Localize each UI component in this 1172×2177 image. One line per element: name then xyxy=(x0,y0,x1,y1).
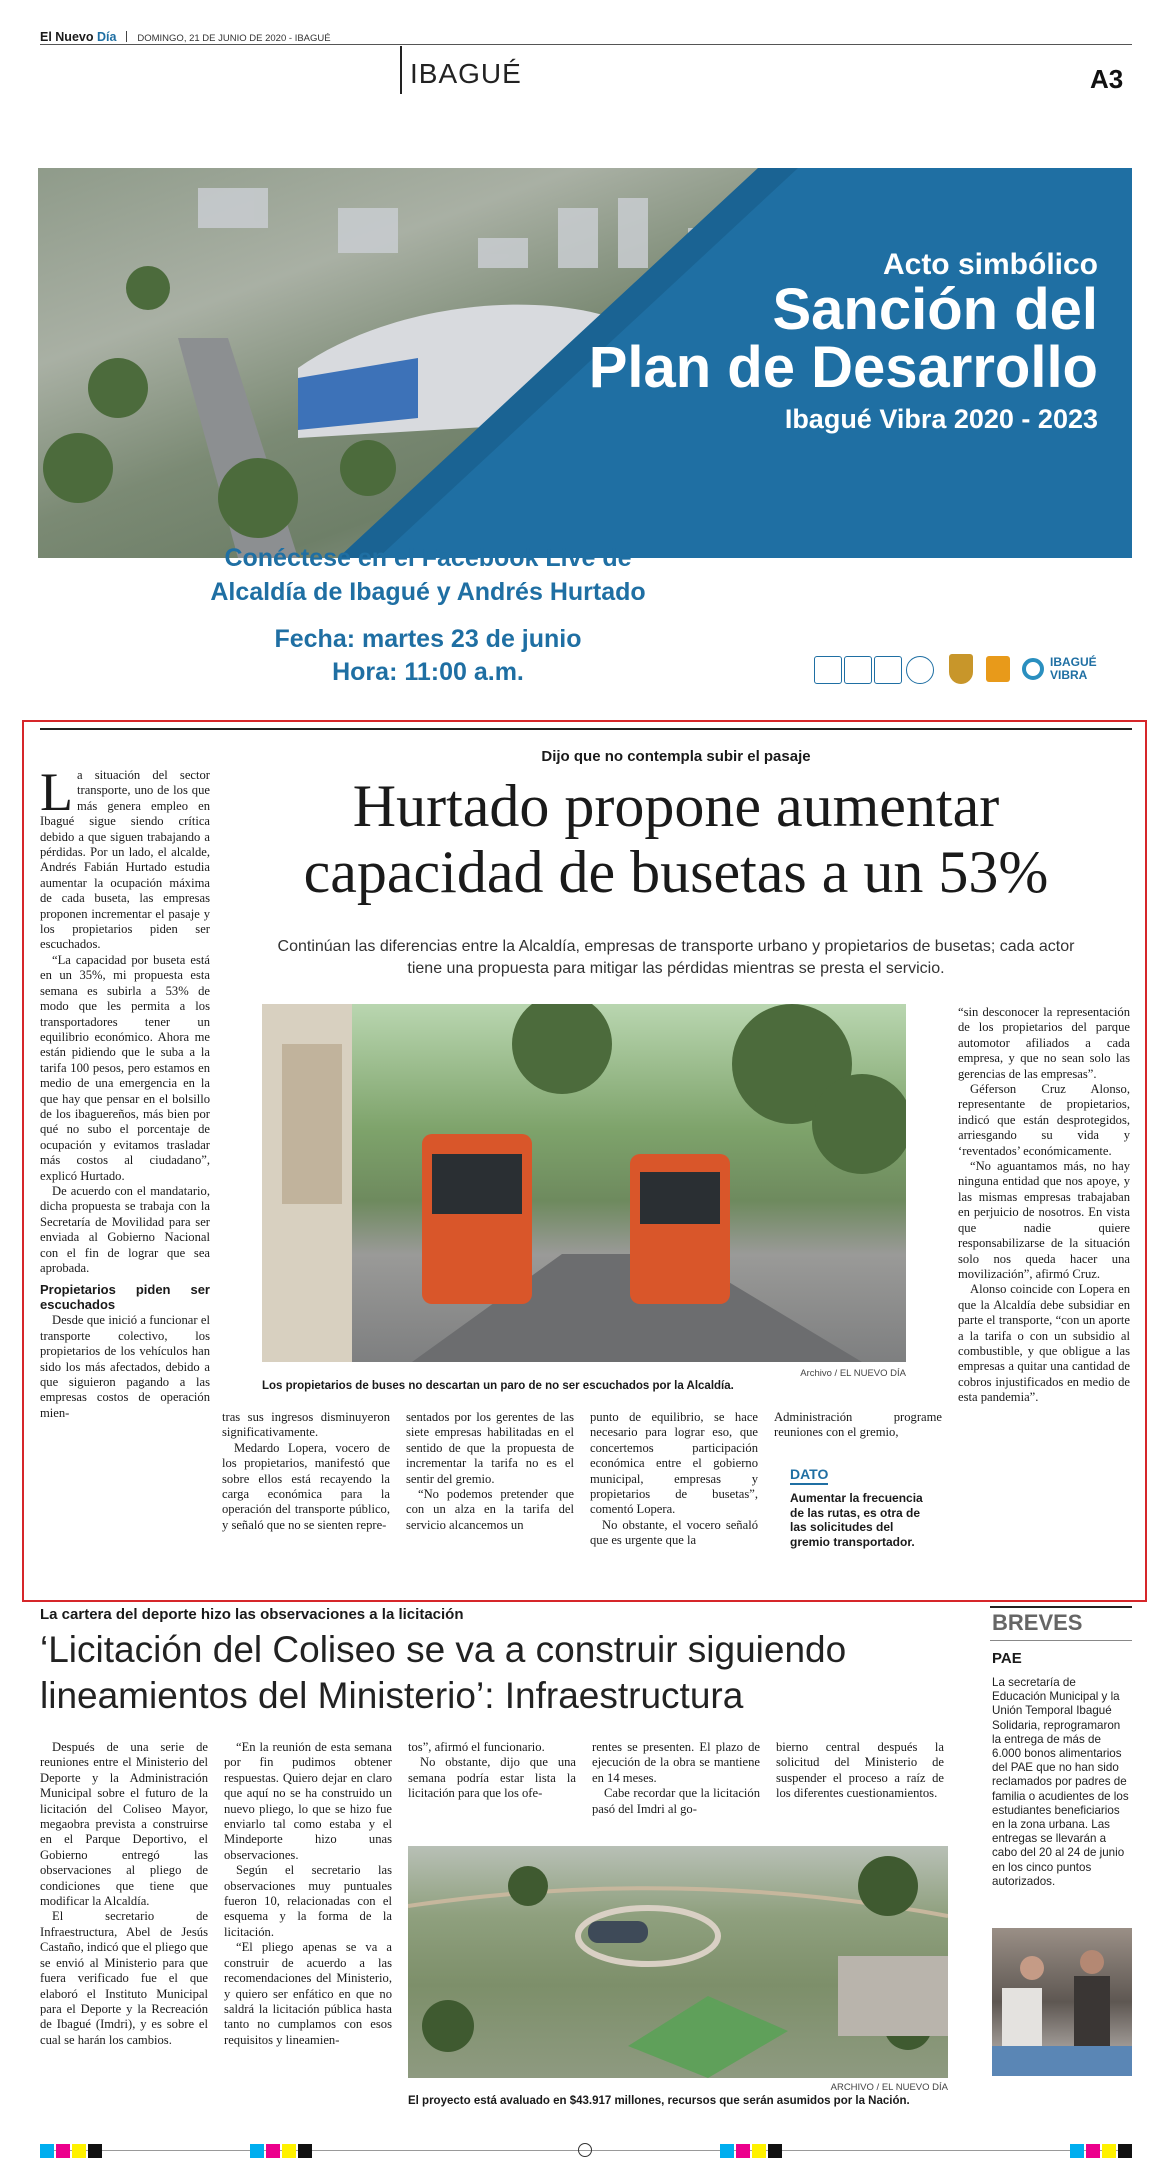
body-paragraph: “El pliego apenas se va a construir de acuerdo a las recomendaciones del Ministerio, y quiero ser enfático en que no saldrá la licitación pública hasta tanto no cumplamos con esos requisitos y lineamien- xyxy=(224,1940,392,2047)
article-2-headline-line-1: ‘Licitación del Coliseo se va a construir siguiendo xyxy=(40,1629,847,1670)
body-paragraph: Administración programe reuniones con el gremio, xyxy=(774,1410,942,1440)
body-paragraph: “No podemos pretender que con un alza en la tarifa del servicio alcancemos un xyxy=(406,1487,574,1532)
body-paragraph: El secretario de Infraestructura, Abel de Jesús Castaño, indicó que el pliego que se envió al Ministerio para que fuera verificado fue el que elaboró el Instituto Municipal para el Deporte y la Recreación de Ibagué (Imdri), y es sobre el cual se harán los cambios. xyxy=(40,1909,208,2047)
body-paragraph: De acuerdo con el mandatario, dicha propuesta se trabaja con la Secretaría de Movilidad para ser enviada al Gobierno Nacional con el fin de lograr que sea aprobada. xyxy=(40,1183,210,1275)
masthead xyxy=(40,28,1132,50)
breves-label: BREVES xyxy=(992,1610,1083,1635)
photo-credit: Archivo / EL NUEVO DÍA xyxy=(800,1368,906,1379)
article-2-headline-line-2: lineamientos del Ministerio’: Infraestructura xyxy=(40,1675,744,1716)
dato-box xyxy=(790,1466,930,1549)
section-title: IBAGUÉ xyxy=(410,58,522,89)
photo-credit: ARCHIVO / EL NUEVO DÍA xyxy=(830,2082,948,2093)
certification-badge-icon xyxy=(814,656,842,684)
article-column-b3 xyxy=(590,1410,758,1549)
print-registration-bar xyxy=(40,2144,1132,2158)
article-column-1 xyxy=(40,762,210,1421)
ad-connect-line-1: Conéctese en el Facebook Live de xyxy=(224,544,632,572)
photo-caption: Los propietarios de buses no descartan un paro de no ser escuchados por la Alcaldía. xyxy=(262,1380,734,1392)
article-2-kicker: La cartera del deporte hizo las observaciones a la licitación xyxy=(40,1606,464,1623)
page-number: A3 xyxy=(1090,64,1124,94)
article-2-column-5 xyxy=(776,1740,944,1802)
breves-photo xyxy=(992,1928,1132,2076)
article-2-column-1 xyxy=(40,1740,208,2048)
body-paragraph: “sin desconocer la representación de los propietarios del parque automotor afiliados a cada empresa, y que no sean solo las gerencias de las empresas”. xyxy=(958,1005,1130,1081)
body-paragraph: sentados por los gerentes de las siete empresas habilitadas en el sentido de que la propuesta de incrementar la tarifa no es el sentir del gremio. xyxy=(406,1410,574,1486)
ad-tagline: Ibagué Vibra 2020 - 2023 xyxy=(784,404,1098,434)
brand-name: El Nuevo xyxy=(40,30,94,44)
body-paragraph: tos”, afirmó el funcionario. xyxy=(408,1740,545,1754)
municipal-logo-icon xyxy=(986,656,1010,682)
body-paragraph: No obstante, el vocero señaló que es urgente que la xyxy=(590,1517,758,1548)
ad-eyebrow: Acto simbólico xyxy=(882,248,1098,281)
ad-title-line-2: Plan de Desarrollo xyxy=(588,335,1098,400)
body-paragraph: bierno central después la solicitud del Ministerio de suspender el proceso a raíz de los diferentes cuestionamientos. xyxy=(776,1740,944,1801)
ad-logo-row xyxy=(814,654,1124,688)
ad-time: Hora: 11:00 a.m. xyxy=(332,658,524,686)
ad-date: Fecha: martes 23 de junio xyxy=(274,625,582,653)
article-deck-line-2: tiene una propuesta para mitigar las pérdidas mientras se presta el servicio. xyxy=(407,960,945,977)
ibague-vibra-logo-icon xyxy=(1022,658,1044,680)
breves-item-title: PAE xyxy=(992,1650,1022,1667)
article-2-column-4 xyxy=(592,1740,760,1817)
body-paragraph: Cabe recordar que la licitación pasó del Imdri al go- xyxy=(592,1786,760,1816)
advertisement[interactable] xyxy=(38,168,1132,712)
brand-name-accent: Día xyxy=(96,30,117,44)
article-column-b4 xyxy=(774,1410,942,1441)
body-paragraph: Según el secretario las observaciones muy puntuales fueron 10, relacionadas con el esquema y la forma de la licitación. xyxy=(224,1863,392,1939)
body-paragraph: tras sus ingresos disminuyeron significativamente. xyxy=(222,1410,390,1440)
article-column-b2 xyxy=(406,1410,574,1533)
article-column-right xyxy=(958,1005,1130,1406)
brand-logo[interactable] xyxy=(40,30,120,44)
body-paragraph: Después de una serie de reuniones entre el Ministerio del Deporte y la Administración Municipal sobre el futuro de la licitación del Coliseo Mayor, megaobra prevista a construirse en el Parque Deportivo, el Gobierno entregó las observaciones al pliego de condiciones que tiene que modificar la Alcaldía. xyxy=(40,1740,208,1909)
photo-caption: El proyecto está avaluado en $43.917 millones, recursos que serán asumidos por la Nación. xyxy=(408,2095,910,2107)
body-paragraph: rentes se presenten. El plazo de ejecución de la obra se mantiene en 14 meses. xyxy=(592,1740,760,1785)
dato-label: DATO xyxy=(790,1466,828,1485)
body-paragraph: Géferson Cruz Alonso, representante de propietarios, indicó que están desprotegidos, arriesgando su vida y ‘reventados’ económicamente. xyxy=(958,1082,1130,1158)
article-headline-line-2: capacidad de busetas a un 53% xyxy=(303,839,1049,905)
article-headline-line-1: Hurtado propone aumentar xyxy=(352,773,1000,839)
body-paragraph: Alonso coincide con Lopera en que la Alcaldía debe subsidiar en parte el transporte, “con un aporte a la tarifa o con un subsidio al combustible, y que obligue a las empresas a quitar una cantidad de cobros injustificados en medio de esta pandemia”. xyxy=(958,1282,1130,1405)
body-paragraph: Medardo Lopera, vocero de los propietarios, manifestó que sobre ellos está recayendo la carga económica para la operación del transporte público, y señaló que no se sienten repre- xyxy=(222,1440,390,1532)
registration-mark-icon xyxy=(578,2143,592,2157)
certification-badge-icon xyxy=(874,656,902,684)
seal-icon xyxy=(906,656,934,684)
body-paragraph: No obstante, dijo que una semana podría estar lista la licitación para que los ofe- xyxy=(408,1755,576,1801)
article-column-b1 xyxy=(222,1410,390,1533)
body-paragraph: “No aguantamos más, no hay ninguna entidad que nos apoye, y las mismas empresas trabajaban en perjuicio de nosotros. En vista que nadie quiere responsabilizarse de la situación solo nos queda hacer una movilización”, afirmó Cruz. xyxy=(958,1159,1130,1281)
ad-connect-line-2: Alcaldía de Ibagué y Andrés Hurtado xyxy=(210,578,646,606)
body-paragraph: a situación del sector transporte, uno de los que más genera empleo en Ibagué sigue siendo crítica debido a que siguen trabajando a pérdidas. Por un lado, el alcalde, Andrés Fabián Hurtado estudia aumentar la ocupación máxima de cada buseta, las empresas proponen incrementar el pasaje y los propietarios piden ser escuchados. xyxy=(40,768,210,952)
coliseo-aerial-photo xyxy=(408,1846,948,2078)
body-paragraph: “En la reunión de esta semana por fin pudimos obtener respuestas. Quiero dejar en claro que aquí no se ha construido un nuevo pliego, lo que se hizo fue enviarlo tal como estaba y el Mindeporte hizo unas observaciones. xyxy=(224,1740,392,1862)
article-2-column-2 xyxy=(224,1740,392,2048)
breves-item-text: La secretaría de Educación Municipal y la Unión Temporal Ibagué Solidaria, reprogramaron la entrega de más de 6.000 bonos alimentarios del PAE que no han sido reclamados por padres de familia o acudientes de los estudiantes beneficiarios en la zona urbana. Las entregas se llevarán a cabo del 20 al 24 de junio en los cinco puntos autorizados. xyxy=(992,1676,1129,1888)
body-paragraph: Desde que inició a funcionar el transporte colectivo, los propietarios de los vehículos han sido los más afectados, debido a que siguieron pagando a las empresas costos de operación mien- xyxy=(40,1313,210,1420)
article-2-column-3 xyxy=(408,1740,576,1802)
dato-text: Aumentar la frecuencia de las rutas, es otra de las solicitudes del gremio transportador. xyxy=(790,1491,923,1549)
drop-cap: L xyxy=(40,762,73,822)
dateline: DOMINGO, 21 DE JUNIO DE 2020 - IBAGUÉ xyxy=(137,33,331,44)
ibague-vibra-logo-text: IBAGUÉ VIBRA xyxy=(1050,655,1097,682)
ad-title-line-1: Sanción del xyxy=(772,277,1098,342)
certification-badge-icon xyxy=(844,656,872,684)
article-deck-line-1: Continúan las diferencias entre la Alcaldía, empresas de transporte urbano y propietarios de busetas; cada actor xyxy=(277,938,1075,955)
body-paragraph: punto de equilibrio, se hace necesario para lograr eso, que concertemos participación económica entre el gobierno municipal, empresas y propietarios de busetas”, comentó Lopera. xyxy=(590,1410,758,1517)
bus-photo xyxy=(262,1004,906,1362)
article-kicker: Dijo que no contempla subir el pasaje xyxy=(541,748,811,765)
body-paragraph: “La capacidad por buseta está en un 35%, mi propuesta esta semana es subirla a 53% de modo que les permita a los transportadores tener un equilibrio económico. Ahora me están pidiendo que le suba a la tarifa 100 pesos, pero estamos en medio de una emergencia en la que hay que pensar en el bolsillo de los ibaguereños, más bien por qué no subo el porcentaje de ocupación y evitamos trasladar más costos al ciudadano”, explicó Hurtado. xyxy=(40,952,210,1183)
coat-of-arms-icon xyxy=(949,654,973,684)
article-subhead: Propietarios piden ser escuchados xyxy=(40,1282,210,1313)
